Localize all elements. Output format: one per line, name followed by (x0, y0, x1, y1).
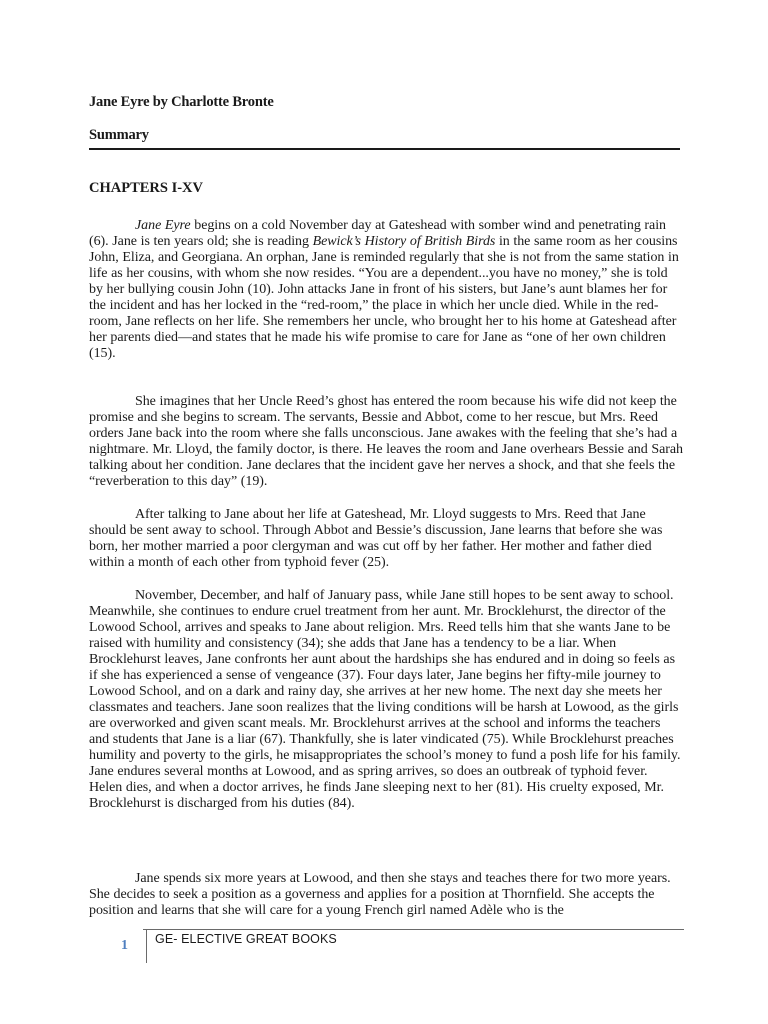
paragraph-3: After talking to Jane about her life at Gateshead, Mr. Lloyd suggests to Mrs. Reed that Jane should be sent away to school. Through Abbot and Bessie’s discussion, Jane learns that before she was born, her mother married a poor clergyman and was cut off by her father. Her mother and father died within a month of each other from typhoid fever (25). (89, 507, 663, 570)
title-rule (89, 148, 680, 150)
page-number: 1 (121, 938, 128, 953)
paragraph-1-text-b: in the same room as her cousins John, Eliza, and Georgiana. An orphan, Jane is reminded regularly that she is not from the same station in life as her cousins, with whom she now resides. “You are a dependent...you have no money,” she is told by her bullying cousin John (10). John attacks Jane in front of his sisters, but Jane’s aunt blames her for the incident and has her locked in the “red-room,” the place in which her uncle died. While in the red-room, Jane reflects on her life. She remembers her uncle, who brought her to his home at Gateshead after her parents died—and states that he made his wife promise to care for Jane as “one of her own children (15). (89, 234, 679, 361)
paragraph-1-text-a: begins on a cold November day at Gateshead with somber wind and penetrating rain (6). Jane is ten years old; she is reading (89, 218, 666, 249)
footer-rule (143, 929, 684, 930)
paragraph-1 (89, 218, 683, 362)
footer-text: GE- ELECTIVE GREAT BOOKS (155, 932, 337, 946)
section-heading: CHAPTERS I-XV (89, 180, 203, 196)
document-subtitle: Summary (89, 127, 149, 143)
footer-divider (146, 929, 147, 963)
italic-book-title: Bewick’s History of British Birds (312, 234, 496, 249)
paragraph-2: She imagines that her Uncle Reed’s ghost has entered the room because his wife did not keep the promise and she begins to scream. The servants, Bessie and Abbot, come to her rescue, but Mrs. Reed orders Jane back into the room where she falls unconscious. Jane awakes with the feeling that she’s had a nightmare. Mr. Lloyd, the family doctor, is there. He leaves the room and Jane overhears Bessie and Sarah talking about her condition. Jane declares that the incident gave her nerves a shock, and that she feels the “reverberation to this day” (19). (89, 394, 683, 489)
italic-title: Jane Eyre (135, 218, 191, 233)
paragraph-5: Jane spends six more years at Lowood, and then she stays and teaches there for two more years. She decides to seek a position as a governess and applies for a position at Thornfield. She accepts the position and learns that she will care for a young French girl named Adèle who is the (89, 871, 671, 918)
document-title: Jane Eyre by Charlotte Bronte (89, 94, 274, 110)
paragraph-4: November, December, and half of January pass, while Jane still hopes to be sent away to school. Meanwhile, she continues to endure cruel treatment from her aunt. Mr. Brocklehurst, the director of the Lowood School, arrives and speaks to Jane about religion. Mrs. Reed tells him that she wants Jane to be raised with humility and consistency (34); she adds that Jane has a tendency to be a liar. When Brocklehurst leaves, Jane confronts her aunt about the hardships she has endured and in doing so feels as if she has experienced a sense of vengeance (37). Four days later, Jane begins her fifty-mile journey to Lowood School, and on a dark and rainy day, she arrives at her new home. The next day she meets her classmates and teachers. Jane soon realizes that the living conditions will be harsh at Lowood, as the girls are overworked and given scant meals. Mr. Brocklehurst arrives at the school and informs the teachers and students that Jane is a liar (67). Thankfully, she is later vindicated (75). While Brocklehurst preaches humility and poverty to the girls, he misappropriates the school’s money to fund a posh life for his family. Jane endures several months at Lowood, and as spring arrives, so does an outbreak of typhoid fever. Helen dies, and when a doctor arrives, he finds Jane sleeping next to her (81). His cruelty exposed, Mr. Brocklehurst is discharged from his duties (84). (89, 588, 681, 811)
